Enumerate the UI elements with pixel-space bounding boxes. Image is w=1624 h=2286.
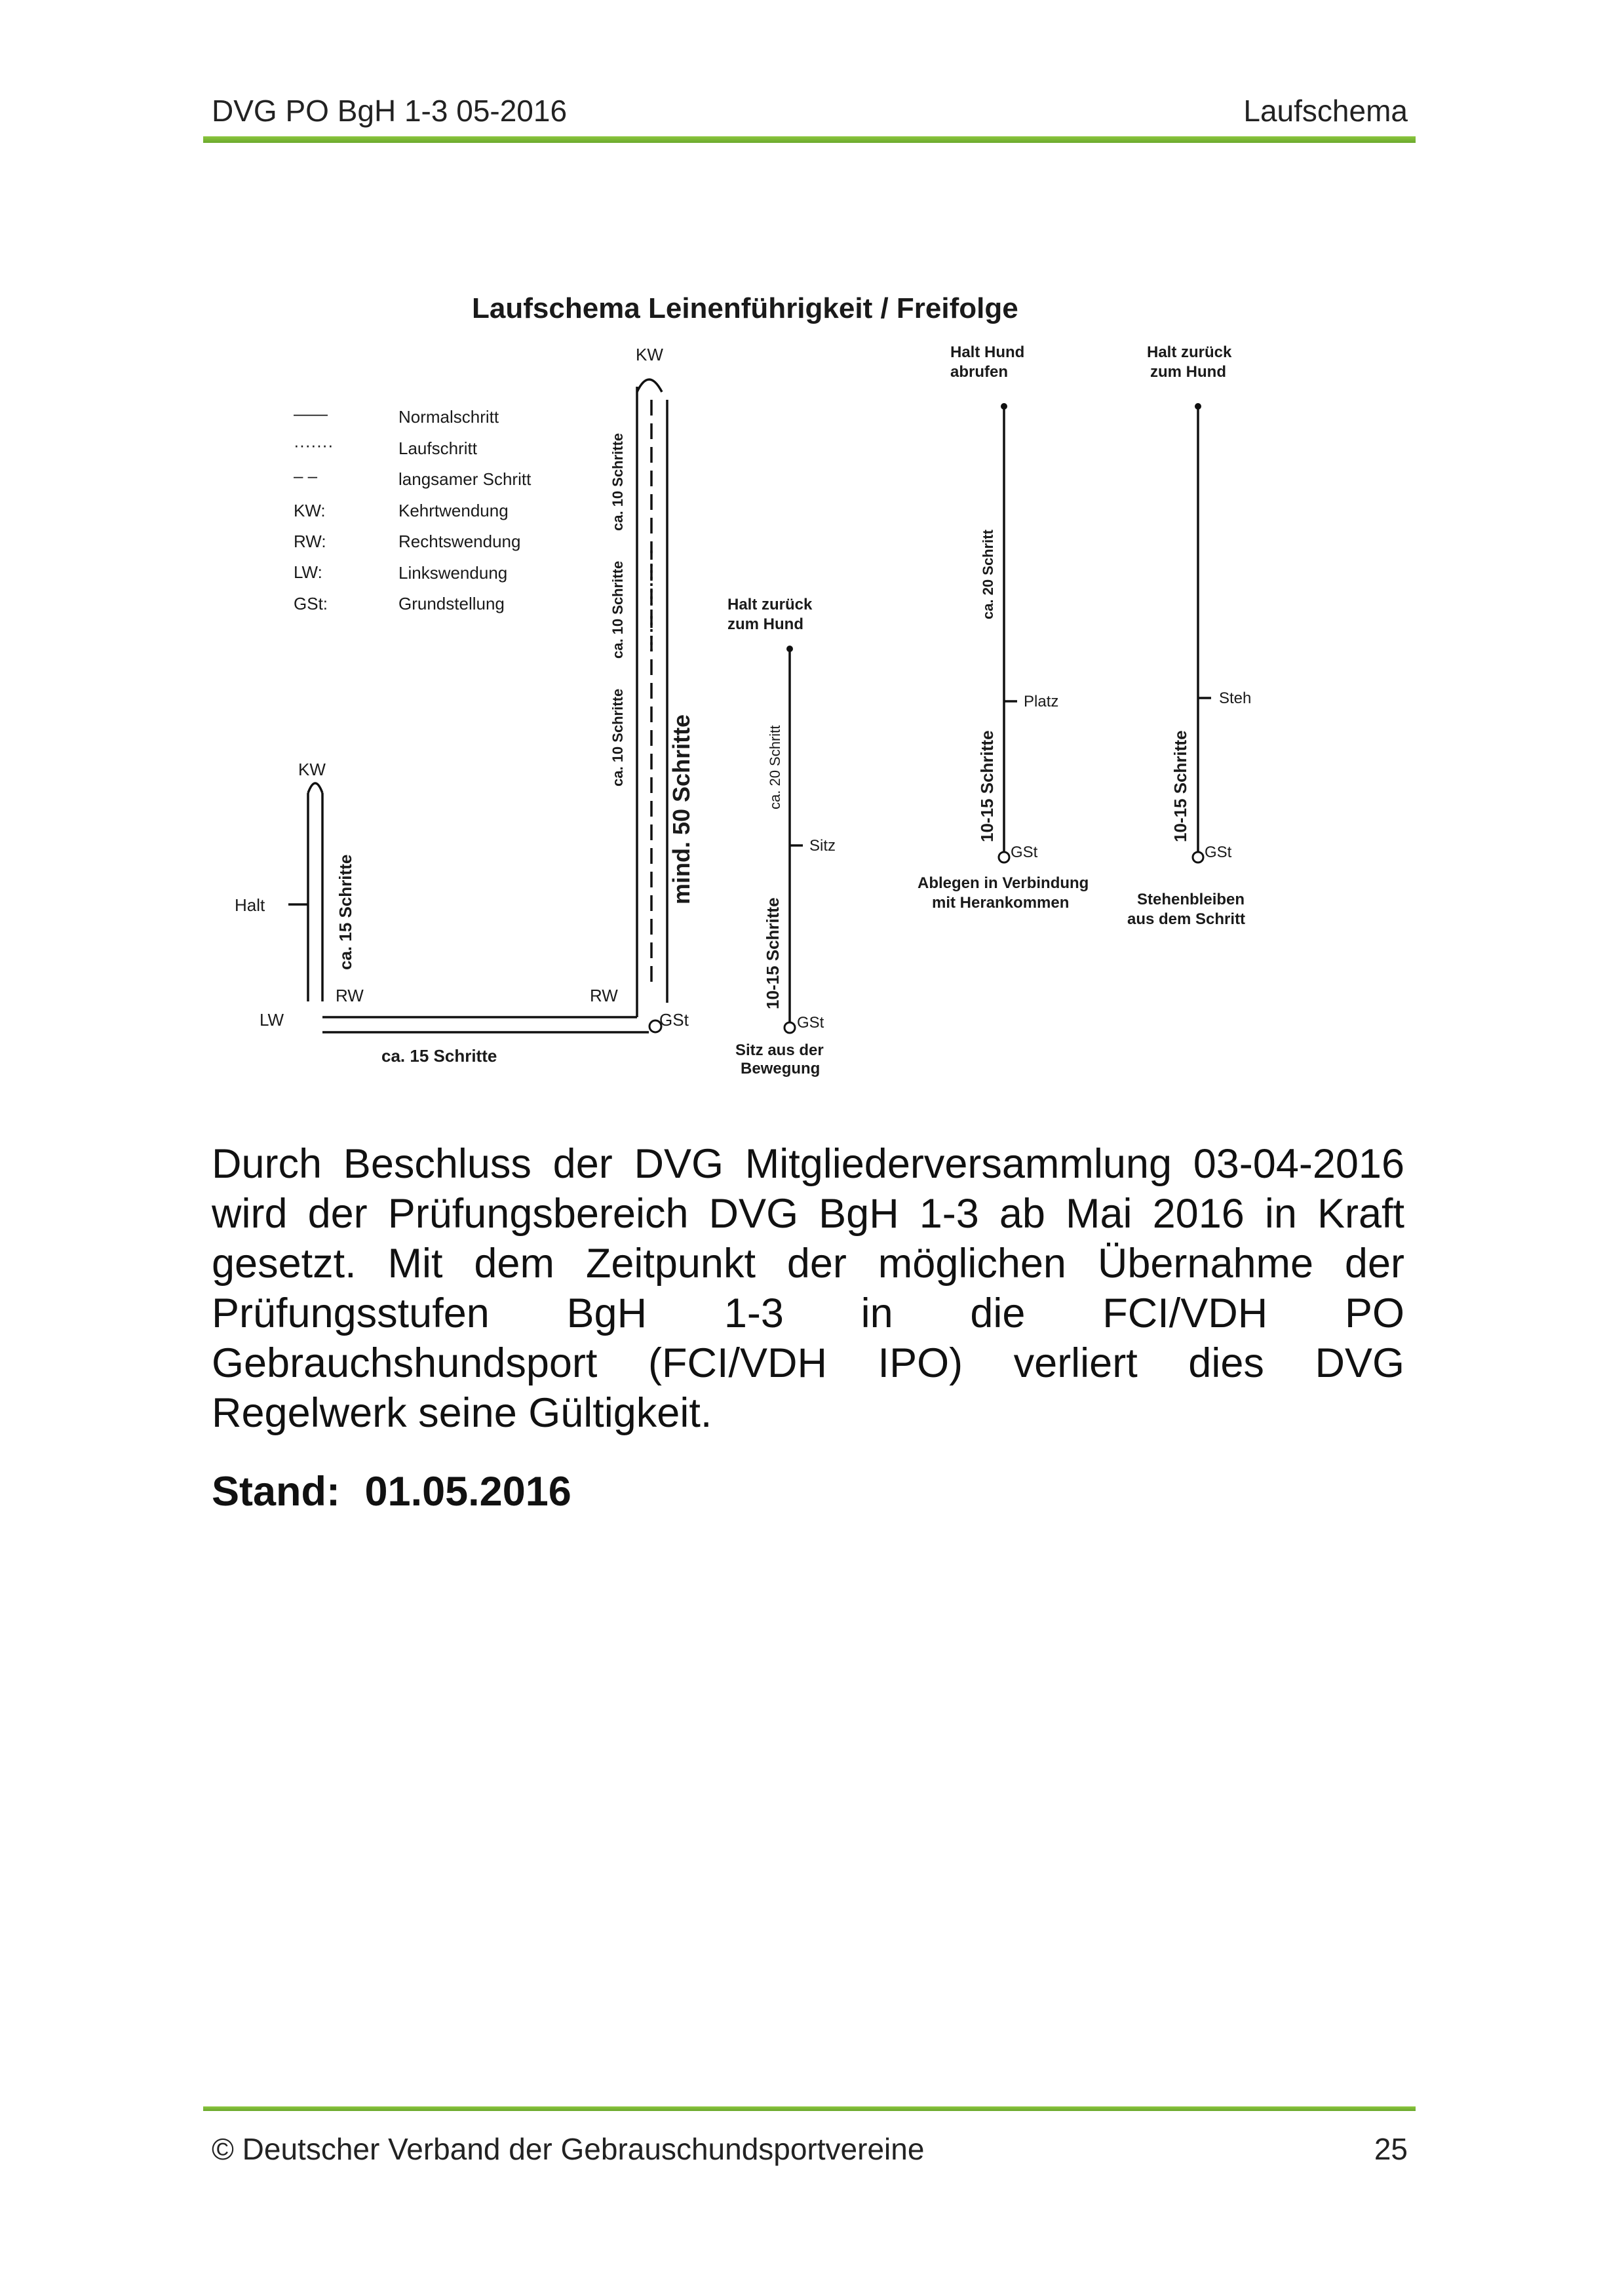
steh-top-label: Halt zurück — [1147, 343, 1232, 361]
rw-right-label: RW — [590, 986, 618, 1005]
steh-exercise — [1198, 406, 1211, 852]
platz-exercise — [1004, 406, 1017, 852]
steh-gst-marker — [1193, 852, 1203, 862]
stand-line — [212, 1468, 571, 1515]
platz-label: Platz — [1024, 693, 1059, 710]
rw-left-label: RW — [336, 986, 364, 1005]
legend-label: Kehrtwendung — [398, 501, 509, 520]
legend-symbol: —— — [294, 404, 328, 423]
legend-symbol: LW: — [294, 562, 322, 582]
legend-label: langsamer Schritt — [398, 469, 532, 489]
header-section-title: Laufschema — [1243, 94, 1408, 128]
legend-symbol: KW: — [294, 501, 326, 520]
steh-exercise-labels — [1127, 343, 1251, 928]
sitz-gst-label: GSt — [797, 1014, 824, 1032]
sitz-bottom-label: Sitz aus der — [735, 1041, 824, 1059]
segment-10-label: ca. 10 Schritte — [609, 560, 626, 659]
steh-top-label: zum Hund — [1150, 363, 1226, 381]
kw-left-label: KW — [298, 760, 326, 779]
footer-copyright: © Deutscher Verband der Gebrauschundsportvereine — [212, 2132, 925, 2166]
legend-label: Laufschritt — [398, 438, 477, 458]
stand-label: Stand: — [212, 1469, 340, 1515]
steh-bottom-label: Stehenbleiben — [1137, 891, 1245, 908]
page-number: 25 — [1374, 2132, 1408, 2166]
sitz-top-label: Halt zurück — [727, 596, 813, 613]
platz-bottom-label: Ablegen in Verbindung — [918, 874, 1089, 892]
sitz-1015-label: 10-15 Schritte — [763, 897, 783, 1009]
platz-gst-label: GSt — [1011, 843, 1038, 861]
lw-label: LW — [260, 1010, 284, 1030]
kw-top-label: KW — [636, 345, 663, 364]
legend-symbol: GSt: — [294, 594, 328, 613]
legend-symbol: ······· — [294, 435, 334, 455]
steh-label: Steh — [1219, 689, 1252, 707]
stand-date: 01.05.2016 — [364, 1469, 571, 1515]
sitz-top-label: zum Hund — [727, 615, 803, 633]
sitz-exercise — [790, 649, 803, 1022]
steh-gst-label: GSt — [1205, 843, 1232, 861]
diagram-title: Laufschema Leinenführigkeit / Freifolge — [472, 292, 1018, 324]
platz-bottom-label: mit Herankommen — [932, 894, 1070, 912]
sitz-bottom-label: Bewegung — [741, 1060, 821, 1077]
footer-divider — [203, 2106, 1416, 2111]
steh-bottom-label: aus dem Schritt — [1127, 910, 1246, 928]
platz-top-marker — [1001, 403, 1007, 410]
platz-top-label: abrufen — [950, 363, 1009, 381]
sitz-gst-marker — [784, 1022, 795, 1033]
platz-ca20-label: ca. 20 Schritt — [980, 530, 996, 619]
legend-label: Grundstellung — [398, 594, 505, 613]
legend-symbol: RW: — [294, 532, 326, 551]
header-divider — [203, 136, 1416, 143]
steh-top-marker — [1195, 403, 1201, 410]
mind-50-label: mind. 50 Schritte — [668, 714, 695, 904]
legend-label: Rechtswendung — [398, 532, 521, 551]
sitz-exercise-labels — [727, 596, 836, 1077]
halt-label: Halt — [235, 895, 265, 915]
body-paragraph: Durch Beschluss der DVG Mitgliederversammlung 03-04-2016 wird der Prüfungsbereich DVG BgH 1-3 ab Mai 2016 in Kraft gesetzt. Mit dem Zeitpunkt der möglichen Übernahme der Prüfungsstufen BgH 1-3 in die FCI/VDH PO Gebrauchshundsport (FCI/VDH IPO) verliert dies DVG Regelwerk seine Gültigkeit. — [212, 1141, 1404, 1436]
legend-label: Normalschritt — [398, 407, 499, 427]
segment-10-label: ca. 10 Schritte — [609, 433, 626, 531]
ca-15-left-label: ca. 15 Schritte — [336, 854, 355, 970]
legend-symbol: – – — [294, 466, 318, 486]
segment-10-label: ca. 10 Schritte — [609, 688, 626, 786]
legend — [294, 404, 532, 613]
gst-main-label: GSt — [659, 1010, 689, 1030]
header-document-id: DVG PO BgH 1-3 05-2016 — [212, 94, 568, 128]
platz-top-label: Halt Hund — [950, 343, 1025, 361]
legend-label: Linkswendung — [398, 563, 508, 583]
laufschema-diagram — [197, 275, 1311, 1101]
ca-15-bottom-label: ca. 15 Schritte — [381, 1046, 497, 1066]
steh-1015-label: 10-15 Schritte — [1170, 730, 1190, 842]
platz-1015-label: 10-15 Schritte — [977, 730, 997, 842]
sitz-ca20-label: ca. 20 Schritt — [767, 725, 783, 809]
sitz-top-marker — [786, 646, 793, 652]
sitz-label: Sitz — [809, 837, 836, 855]
platz-gst-marker — [999, 852, 1009, 862]
